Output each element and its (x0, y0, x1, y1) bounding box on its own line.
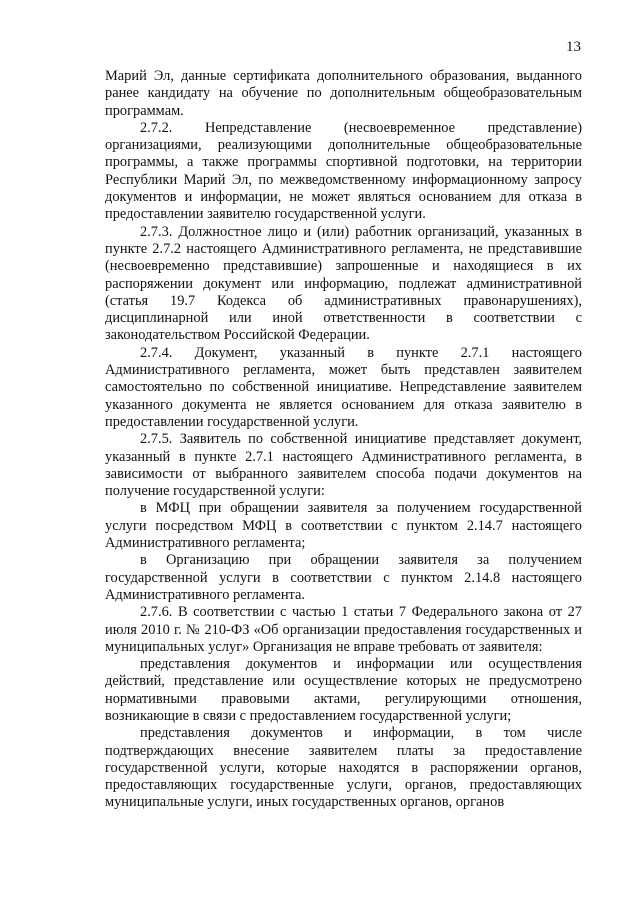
paragraph-2-7-4: 2.7.4. Документ, указанный в пункте 2.7.1 настоящего Административного регламента, может быть представлен заявителем самостоятельно по собственной инициативе. Непредставление заявителем указанного документа не является основанием для отказа заявителю в предоставлении государственной услуги. (105, 344, 582, 430)
page-number: 13 (566, 39, 581, 55)
paragraph-list-item-1: представления документов и информации или осуществления действий, представление или осуществление которых не предусмотрено нормативными правовыми актами, регулирующими отношения, возникающие в связи с предоставлением государственной услуги; (105, 656, 582, 724)
paragraph-2-7-6: 2.7.6. В соответствии с частью 1 статьи 7 Федерального закона от 27 июля 2010 г. № 210-ФЗ «Об организации предоставления государственных и муниципальных услуг» Организация не вправе требовать от заявителя: (105, 604, 582, 655)
paragraph-2-7-2: 2.7.2. Непредставление (несвоевременное представление) организациями, реализующими дополнительные общеобразовательные программы, а также программы спортивной подготовки, на территории Республики Марий Эл, по межведомственному информационному запросу документов и информации, не может являться основанием для отказа в предоставлении заявителю государственной услуги. (105, 119, 582, 223)
paragraph-organization-option: в Организацию при обращении заявителя за получением государственной услуги в соответствии с пунктом 2.14.8 настоящего Административного регламента. (105, 552, 582, 603)
document-body (105, 68, 582, 812)
paragraph-list-item-2: представления документов и информации, в том числе подтверждающих внесение заявителем платы за предоставление государственной услуги, которые находятся в распоряжении органов, предоставляющих государственные услуги, органов, предоставляющих муниципальные услуги, иных государственных органов, органов (105, 725, 582, 811)
paragraph-mfc-option: в МФЦ при обращении заявителя за получением государственной услуги посредством МФЦ в соответствии с пунктом 2.14.7 настоящего Административного регламента; (105, 500, 582, 552)
paragraph-2-7-3: 2.7.3. Должностное лицо и (или) работник организаций, указанных в пункте 2.7.2 настоящего Административного регламента, не представившие (несвоевременно представившие) запрошенные и находящиеся в их распоряжении документ или информацию, подлежат административной (статья 19.7 Кодекса об административных правонарушениях), дисциплинарной или иной ответственности в соответствии с законодательством Российской Федерации. (105, 223, 582, 344)
paragraph-continuation: Марий Эл, данные сертификата дополнительного образования, выданного ранее кандидату на обучение по дополнительным общеобразовательным программам. (105, 68, 582, 119)
paragraph-2-7-5: 2.7.5. Заявитель по собственной инициативе представляет документ, указанный в пункте 2.7.1 настоящего Административного регламента, в зависимости от выбранного заявителем способа подачи документов на получение государственной услуги: (105, 431, 582, 500)
